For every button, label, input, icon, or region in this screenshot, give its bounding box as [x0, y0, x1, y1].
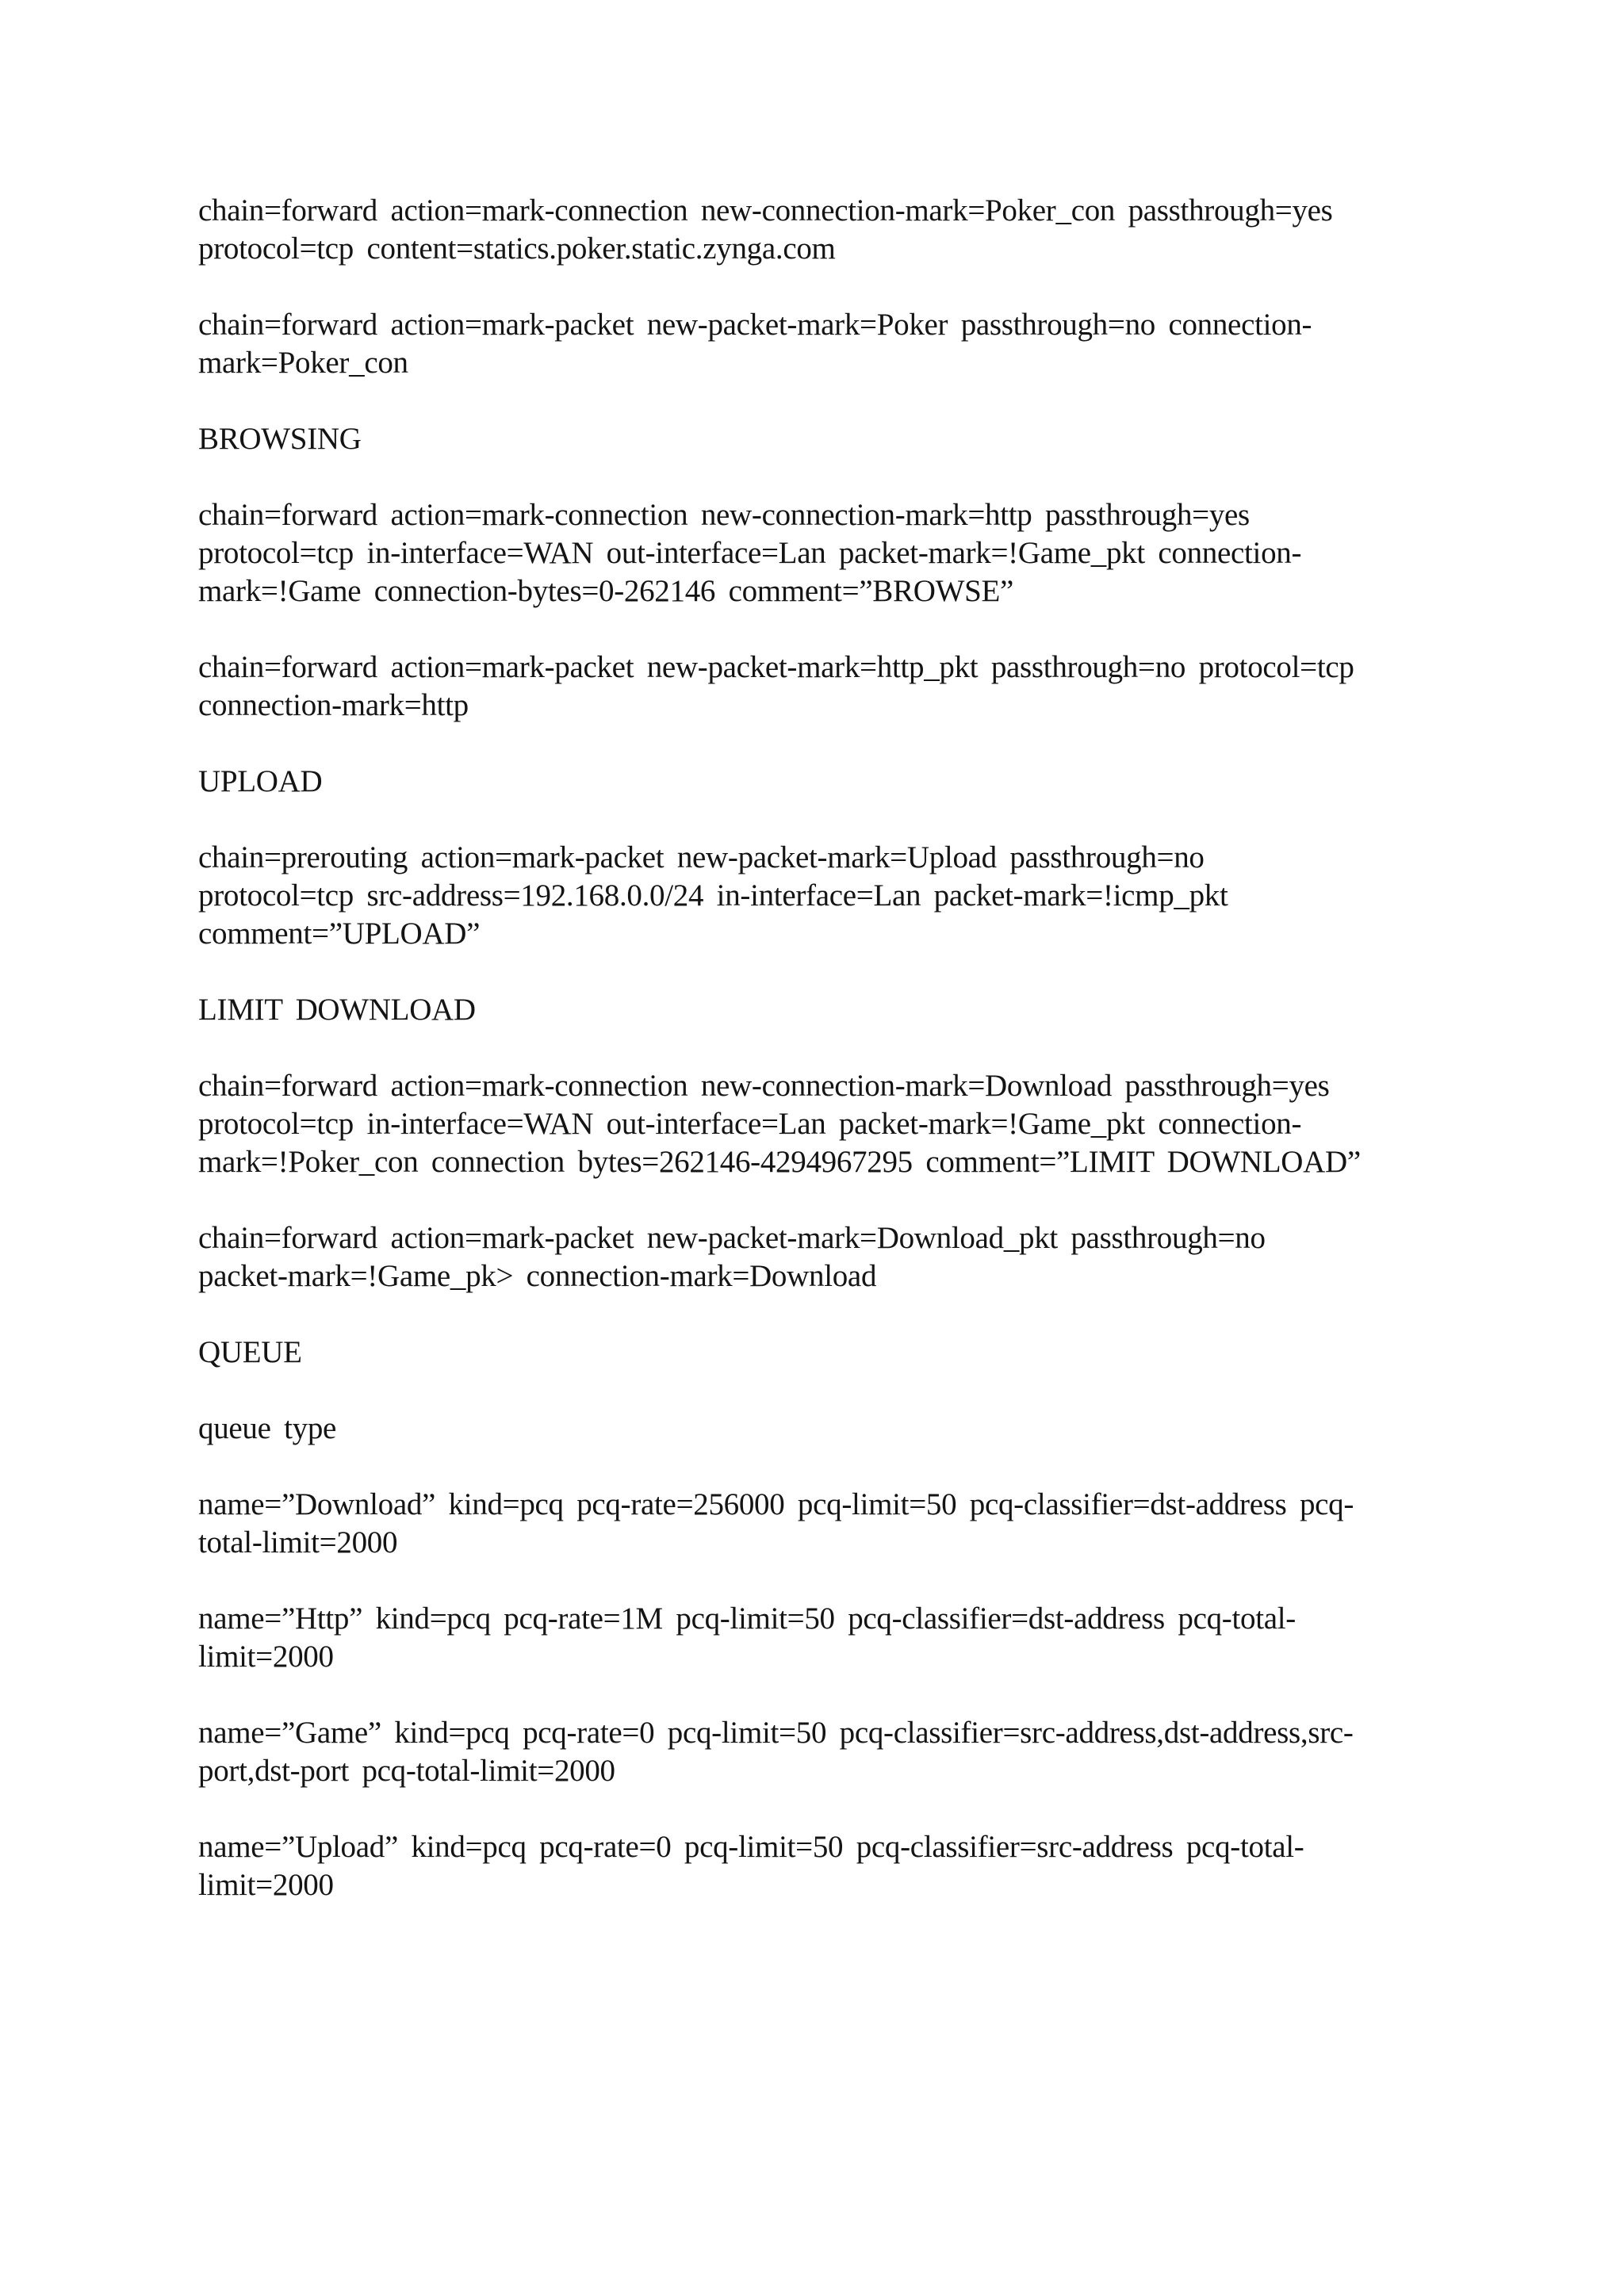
text-line: name=”Upload” kind=pcq pcq-rate=0 pcq-limit=50 pcq-classifier=src-address pcq-total- [198, 1830, 1304, 1864]
text-line: UPLOAD [198, 764, 323, 798]
text-line: connection-mark=http [198, 688, 469, 722]
text-line: packet-mark=!Game_pk> connection-mark=Download [198, 1259, 877, 1293]
text-line: name=”Http” kind=pcq pcq-rate=1M pcq-limit=50 pcq-classifier=dst-address pcq-total- [198, 1601, 1296, 1636]
text-line: QUEUE [198, 1335, 302, 1369]
text-line: limit=2000 [198, 1868, 334, 1902]
text-line: limit=2000 [198, 1640, 334, 1674]
section-heading [198, 991, 1435, 1029]
text-line: protocol=tcp in-interface=WAN out-interface=Lan packet-mark=!Game_pkt connection- [198, 536, 1302, 570]
text-line: chain=forward action=mark-packet new-packet-mark=Download_pkt passthrough=no [198, 1221, 1266, 1255]
text-line: port,dst-port pcq-total-limit=2000 [198, 1754, 615, 1788]
text-line: chain=forward action=mark-connection new-connection-mark=http passthrough=yes [198, 498, 1250, 532]
text-line: chain=prerouting action=mark-packet new-packet-mark=Upload passthrough=no [198, 840, 1205, 874]
config-paragraph [198, 496, 1435, 610]
text-line: mark=Poker_con [198, 346, 408, 380]
text-line: protocol=tcp content=statics.poker.static.zynga.com [198, 232, 836, 266]
text-line: BROWSING [198, 422, 362, 456]
config-paragraph [198, 1828, 1435, 1904]
text-line: queue type [198, 1411, 337, 1445]
config-paragraph [198, 1600, 1435, 1676]
config-paragraph [198, 1219, 1435, 1295]
document-body [198, 192, 1435, 1942]
text-line: chain=forward action=mark-connection new-connection-mark=Download passthrough=yes [198, 1069, 1330, 1103]
config-paragraph [198, 1714, 1435, 1790]
text-line: protocol=tcp src-address=192.168.0.0/24 in-interface=Lan packet-mark=!icmp_pkt [198, 878, 1228, 913]
text-line: name=”Download” kind=pcq pcq-rate=256000 pcq-limit=50 pcq-classifier=dst-address pcq- [198, 1487, 1354, 1521]
config-paragraph [198, 1486, 1435, 1562]
config-paragraph [198, 1067, 1435, 1181]
text-line: mark=!Game connection-bytes=0-262146 comment=”BROWSE” [198, 574, 1014, 608]
text-line: comment=”UPLOAD” [198, 916, 481, 951]
config-paragraph [198, 306, 1435, 382]
config-paragraph [198, 192, 1435, 268]
section-heading [198, 763, 1435, 801]
config-paragraph [198, 839, 1435, 953]
config-paragraph [198, 649, 1435, 725]
text-line: protocol=tcp in-interface=WAN out-interface=Lan packet-mark=!Game_pkt connection- [198, 1107, 1302, 1141]
section-heading [198, 420, 1435, 458]
section-heading [198, 1334, 1435, 1372]
section-heading [198, 1410, 1435, 1448]
text-line: chain=forward action=mark-connection new-connection-mark=Poker_con passthrough=yes [198, 193, 1333, 228]
text-line: LIMIT DOWNLOAD [198, 993, 476, 1027]
text-line: name=”Game” kind=pcq pcq-rate=0 pcq-limit=50 pcq-classifier=src-address,dst-address,src- [198, 1716, 1354, 1750]
text-line: chain=forward action=mark-packet new-packet-mark=http_pkt passthrough=no protocol=tcp [198, 650, 1354, 684]
text-line: chain=forward action=mark-packet new-packet-mark=Poker passthrough=no connection- [198, 308, 1312, 342]
text-line: mark=!Poker_con connection bytes=262146-4294967295 comment=”LIMIT DOWNLOAD” [198, 1145, 1361, 1179]
text-line: total-limit=2000 [198, 1525, 398, 1559]
